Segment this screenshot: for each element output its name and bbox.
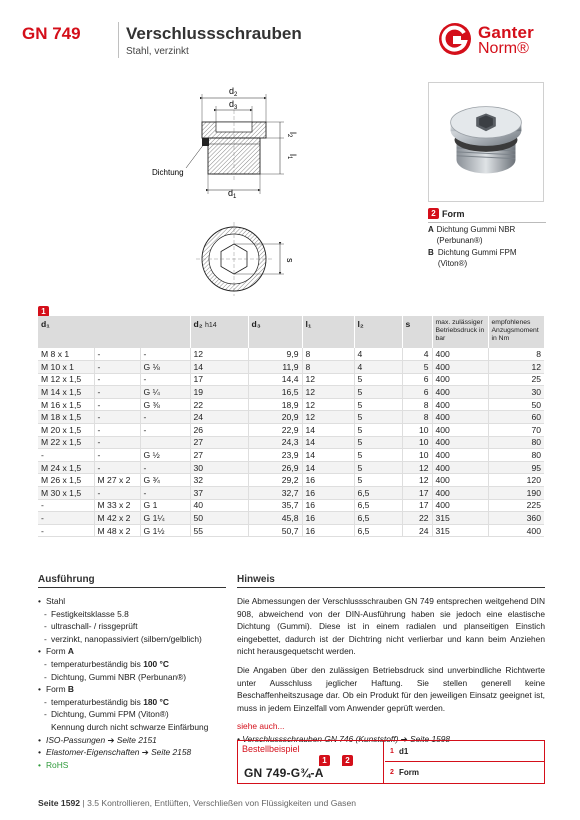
table-cell: 32 <box>190 474 248 487</box>
table-cell: 12 <box>302 398 354 411</box>
header-l2: l₂ <box>354 316 402 348</box>
table-cell: 12 <box>302 373 354 386</box>
table-cell: 8 <box>302 361 354 374</box>
table-cell: 29,2 <box>248 474 302 487</box>
table-row <box>38 398 544 411</box>
table-cell: 80 <box>488 449 544 462</box>
table-cell: 24 <box>190 411 248 424</box>
page-number: Seite 1592 <box>38 798 81 808</box>
table-cell: 400 <box>432 386 488 399</box>
see-also-label: siehe auch... <box>237 721 285 732</box>
table-cell: 25 <box>488 373 544 386</box>
table-cell: 50 <box>488 398 544 411</box>
table-cell: - <box>38 449 94 462</box>
table-cell: - <box>38 524 94 537</box>
header-d1: d₁ <box>38 316 190 348</box>
table-cell: 45,8 <box>248 512 302 525</box>
table-cell: 6 <box>402 386 432 399</box>
page-header <box>22 22 558 70</box>
header-d3: d₃ <box>248 316 302 348</box>
table-cell: M 10 x 1 <box>38 361 94 374</box>
table-row <box>38 348 544 361</box>
table-cell: 12 <box>402 461 432 474</box>
ausfuehrung-title: Ausführung <box>38 574 95 585</box>
table-cell: 10 <box>402 436 432 449</box>
footer-chapter: 3.5 Kontrollieren, Entlüften, Verschließen von Flüssigkeiten und Gasen <box>87 798 357 808</box>
order-badge-1: 1 <box>319 755 330 766</box>
table-cell: 26,9 <box>248 461 302 474</box>
table-cell: 80 <box>488 436 544 449</box>
table-cell: 27 <box>190 436 248 449</box>
order-example-code-box <box>238 741 384 783</box>
table-cell: 8 <box>402 398 432 411</box>
table-cell: 5 <box>402 361 432 374</box>
header-s: s <box>402 316 432 348</box>
table-cell: 6 <box>402 373 432 386</box>
table-cell: 14 <box>302 424 354 437</box>
table-cell: - <box>94 424 140 437</box>
table-cell: 5 <box>354 411 402 424</box>
table-cell: M 22 x 1,5 <box>38 436 94 449</box>
table-cell: 11,9 <box>248 361 302 374</box>
table-cell: 14 <box>302 449 354 462</box>
ganter-logo-icon <box>438 22 472 56</box>
table-cell: 5 <box>354 436 402 449</box>
table-cell: 12 <box>402 474 432 487</box>
technical-drawing <box>140 82 310 297</box>
table-cell: 190 <box>488 487 544 500</box>
table-cell: 60 <box>488 411 544 424</box>
table-cell: 30 <box>488 386 544 399</box>
table-cell: 55 <box>190 524 248 537</box>
table-cell: 120 <box>488 474 544 487</box>
table-cell: 24 <box>402 524 432 537</box>
ganter-logo <box>438 22 558 62</box>
table-row <box>38 461 544 474</box>
table-cell: 27 <box>190 449 248 462</box>
logo-text-ganter: Ganter <box>478 23 534 42</box>
header-divider <box>118 22 119 58</box>
table-cell: 40 <box>190 499 248 512</box>
table-cell: 5 <box>354 449 402 462</box>
header-pressure: max. zulässiger Betriebsdruck in bar <box>432 316 488 348</box>
table-cell: 5 <box>354 461 402 474</box>
logo-text-norm: Norm® <box>478 40 529 57</box>
plug-image <box>429 83 543 201</box>
table-cell: 400 <box>432 373 488 386</box>
table-cell: - <box>94 411 140 424</box>
table-cell: M 16 x 1,5 <box>38 398 94 411</box>
hinweis-text <box>237 595 545 746</box>
table-cell: 26 <box>190 424 248 437</box>
table-cell: 24,3 <box>248 436 302 449</box>
dim-d1-label: $d_1$ <box>228 188 237 200</box>
table-cell: 37 <box>190 487 248 500</box>
header-torque: empfohlenes Anzugsmoment in Nm <box>488 316 544 348</box>
table-cell: 400 <box>432 411 488 424</box>
table-cell: 9,9 <box>248 348 302 361</box>
table-cell: - <box>38 499 94 512</box>
table-row <box>38 474 544 487</box>
table-cell: M 20 x 1,5 <box>38 424 94 437</box>
table-cell: 70 <box>488 424 544 437</box>
elastomer-link[interactable]: • Elastomer-Eigenschaften ➔ Seite 2158 <box>38 747 192 758</box>
table-cell: 16 <box>302 474 354 487</box>
list-item: • Form A <box>38 646 74 657</box>
table-row <box>38 499 544 512</box>
list-item: - Festigkeitsklasse 5.8 <box>44 608 129 619</box>
page-footer: Seite 1592 | 3.5 Kontrollieren, Entlüften, Verschließen von Flüssigkeiten und Gasen <box>38 798 357 808</box>
table-row <box>38 373 544 386</box>
table-cell: - <box>140 487 190 500</box>
dim-d2-label: $d_2$ <box>229 86 238 98</box>
table-cell: G 1½ <box>140 524 190 537</box>
table-cell: G 1¼ <box>140 512 190 525</box>
order-badge-2: 2 <box>342 755 353 766</box>
product-photo <box>428 82 544 202</box>
table-cell: - <box>140 424 190 437</box>
table-cell: 315 <box>432 524 488 537</box>
table-cell: - <box>94 449 140 462</box>
list-item: • Form B <box>38 684 74 695</box>
table-cell: 8 <box>302 348 354 361</box>
hinweis-title: Hinweis <box>237 574 275 585</box>
table-cell: 32,7 <box>248 487 302 500</box>
table-cell: M 33 x 2 <box>94 499 140 512</box>
table-cell: 50,7 <box>248 524 302 537</box>
header-d2: d₂ h14 <box>190 316 248 348</box>
hinweis-paragraph-1: Die Abmessungen der Verschlussschrauben GN 749 entsprechen weitgehend DIN 908, abweichend von der DIN-Ausführung haben sie jedoch eine elastische Dichtung (Gummi). Diese ist in einem radialen und planseitigen Einstich eingebettet, dadurch ist der Dichtring nicht verlierbar und kann beim Anziehen nicht herausgequetscht werden. <box>237 596 545 657</box>
table-cell: 22 <box>402 512 432 525</box>
page-subtitle: Stahl, verzinkt <box>126 46 189 57</box>
table-header-row <box>38 316 544 348</box>
table-cell: 17 <box>402 487 432 500</box>
table-cell: 20,9 <box>248 411 302 424</box>
table-cell: 22 <box>190 398 248 411</box>
table-row <box>38 487 544 500</box>
table-cell: 400 <box>432 361 488 374</box>
list-item: • Stahl <box>38 596 66 606</box>
table-cell: 17 <box>190 373 248 386</box>
table-cell: G ¾ <box>140 474 190 487</box>
table-cell: 400 <box>488 524 544 537</box>
table-badge: 1 <box>38 303 49 321</box>
table-cell: 5 <box>354 386 402 399</box>
dimension-table <box>38 316 544 537</box>
table-row <box>38 436 544 449</box>
table-cell: 23,9 <box>248 449 302 462</box>
form-item-b: B Dichtung Gummi FPM (Viton®) <box>428 248 517 268</box>
list-item: - temperaturbeständig bis 180 °C <box>44 696 169 707</box>
table-cell: - <box>94 373 140 386</box>
order-legend-row-1: 1 d1 <box>385 741 545 762</box>
table-cell: 400 <box>432 449 488 462</box>
list-item: - Dichtung, Gummi NBR (Perbunan®) <box>44 671 187 682</box>
table-cell: 5 <box>354 398 402 411</box>
table-cell: 6,5 <box>354 512 402 525</box>
see-also-link[interactable]: • Verschlussschrauben GN 746 (Kunststoff) ➔ Seite 1598 <box>237 733 451 744</box>
table-cell: G ¼ <box>140 386 190 399</box>
table-cell: - <box>94 348 140 361</box>
table-cell: 8 <box>402 411 432 424</box>
table-cell: 18,9 <box>248 398 302 411</box>
table-cell: 16 <box>302 512 354 525</box>
table-cell: 225 <box>488 499 544 512</box>
table-cell: 16 <box>302 487 354 500</box>
table-cell: 16,5 <box>248 386 302 399</box>
ausfuehrung-rule <box>38 587 226 588</box>
table-cell: M 30 x 1,5 <box>38 487 94 500</box>
table-cell: - <box>38 512 94 525</box>
table-cell: G ⅜ <box>140 398 190 411</box>
rohs-item: • RoHS <box>38 759 69 770</box>
table-cell: M 14 x 1,5 <box>38 386 94 399</box>
table-cell: 4 <box>402 348 432 361</box>
seal-label: Dichtung <box>152 168 184 177</box>
table-cell: 12 <box>488 361 544 374</box>
table-cell: 400 <box>432 436 488 449</box>
table-cell: - <box>94 461 140 474</box>
order-example-code: GN 749-G¾-A <box>244 766 324 780</box>
table-cell: 5 <box>354 424 402 437</box>
order-example <box>237 740 545 784</box>
table-cell: M 26 x 1,5 <box>38 474 94 487</box>
table-cell: 95 <box>488 461 544 474</box>
table-cell: 19 <box>190 386 248 399</box>
form-legend <box>428 208 546 269</box>
hinweis-rule <box>237 587 545 588</box>
table-cell: 17 <box>402 499 432 512</box>
table-cell: 50 <box>190 512 248 525</box>
table-cell: 30 <box>190 461 248 474</box>
table-cell: 14 <box>190 361 248 374</box>
table-cell: 400 <box>432 499 488 512</box>
table-cell: 14,4 <box>248 373 302 386</box>
table-cell: 6,5 <box>354 524 402 537</box>
table-cell: 4 <box>354 348 402 361</box>
table-cell: 400 <box>432 348 488 361</box>
table-cell: 400 <box>432 424 488 437</box>
table-cell: 360 <box>488 512 544 525</box>
table-row <box>38 361 544 374</box>
dim-s-label: s <box>285 258 295 263</box>
table-cell: 400 <box>432 398 488 411</box>
header-l1: l₁ <box>302 316 354 348</box>
table-cell: 12 <box>302 386 354 399</box>
table-cell: - <box>140 373 190 386</box>
table-cell: - <box>94 398 140 411</box>
table-cell: G ½ <box>140 449 190 462</box>
page-title: Verschlussschrauben <box>126 24 302 43</box>
table-cell: 12 <box>302 411 354 424</box>
table-cell: M 8 x 1 <box>38 348 94 361</box>
table-cell: 14 <box>302 461 354 474</box>
product-code: GN 749 <box>22 24 81 43</box>
table-cell: 4 <box>354 361 402 374</box>
table-cell: - <box>140 411 190 424</box>
form-item-a: A Dichtung Gummi NBR (Perbunan®) <box>428 225 516 245</box>
list-item: - verzinkt, nanopassiviert (silbern/gelblich) <box>44 633 202 644</box>
table-cell: 10 <box>402 449 432 462</box>
table-cell: 400 <box>432 487 488 500</box>
table-cell: - <box>140 461 190 474</box>
table-row <box>38 424 544 437</box>
table-cell: - <box>94 386 140 399</box>
dim-d3-label: $d_3$ <box>229 99 238 111</box>
table-cell: - <box>94 487 140 500</box>
table-cell: 5 <box>354 373 402 386</box>
table-cell: 12 <box>190 348 248 361</box>
form-legend-header <box>428 208 546 223</box>
table-cell: - <box>140 348 190 361</box>
table-cell <box>140 436 190 449</box>
form-badge: 2 <box>428 208 439 219</box>
iso-link[interactable]: • ISO-Passungen ➔ Seite 2151 <box>38 734 157 745</box>
table-cell: M 24 x 1,5 <box>38 461 94 474</box>
table-cell: 315 <box>432 512 488 525</box>
order-legend-row-2: 2 Form <box>390 768 419 777</box>
list-item: - Dichtung, Gummi FPM (Viton®) <box>44 709 169 720</box>
table-cell: 16 <box>302 499 354 512</box>
form-legend-title: Form <box>442 208 465 219</box>
table-row <box>38 411 544 424</box>
table-cell: - <box>94 436 140 449</box>
table-cell: - <box>94 361 140 374</box>
table-row <box>38 524 544 537</box>
order-example-title: Bestellbeispiel <box>242 744 300 754</box>
list-item: Kennung durch nicht schwarze Einfärbung <box>51 721 209 732</box>
table-cell: 6,5 <box>354 499 402 512</box>
table-cell: 6,5 <box>354 487 402 500</box>
table-cell: 14 <box>302 436 354 449</box>
hinweis-paragraph-2: Die Angaben über den zulässigen Betriebsdruck sind unverbindliche Richtwerte unter Ausschluss jeglicher Haftung. Sie stellen generell keine Beschaffenheitszusage dar. Ob ein Produkt für den jeweiligen Einsatz geeignet ist, muss in jedem Einzelfall vom Anwender geprüft werden. <box>237 664 545 713</box>
table-row <box>38 386 544 399</box>
table-cell: 16 <box>302 524 354 537</box>
table-cell: 8 <box>488 348 544 361</box>
table-cell: M 27 x 2 <box>94 474 140 487</box>
table-cell: 400 <box>432 474 488 487</box>
table-row <box>38 449 544 462</box>
table-cell: 22,9 <box>248 424 302 437</box>
table-cell: 35,7 <box>248 499 302 512</box>
list-item: - ultraschall- / rissgeprüft <box>44 621 138 632</box>
ausfuehrung-list <box>38 595 226 771</box>
table-cell: 10 <box>402 424 432 437</box>
list-item: - temperaturbeständig bis 100 °C <box>44 658 169 669</box>
table-cell: 5 <box>354 474 402 487</box>
dim-l2-label: $l_2$ <box>286 132 298 138</box>
dim-l1-label: $l_1$ <box>286 154 298 160</box>
table-cell: G ⅛ <box>140 361 190 374</box>
table-row <box>38 512 544 525</box>
table-cell: M 48 x 2 <box>94 524 140 537</box>
table-cell: M 18 x 1,5 <box>38 411 94 424</box>
table-cell: 400 <box>432 461 488 474</box>
table-cell: M 42 x 2 <box>94 512 140 525</box>
table-cell: G 1 <box>140 499 190 512</box>
table-cell: M 12 x 1,5 <box>38 373 94 386</box>
